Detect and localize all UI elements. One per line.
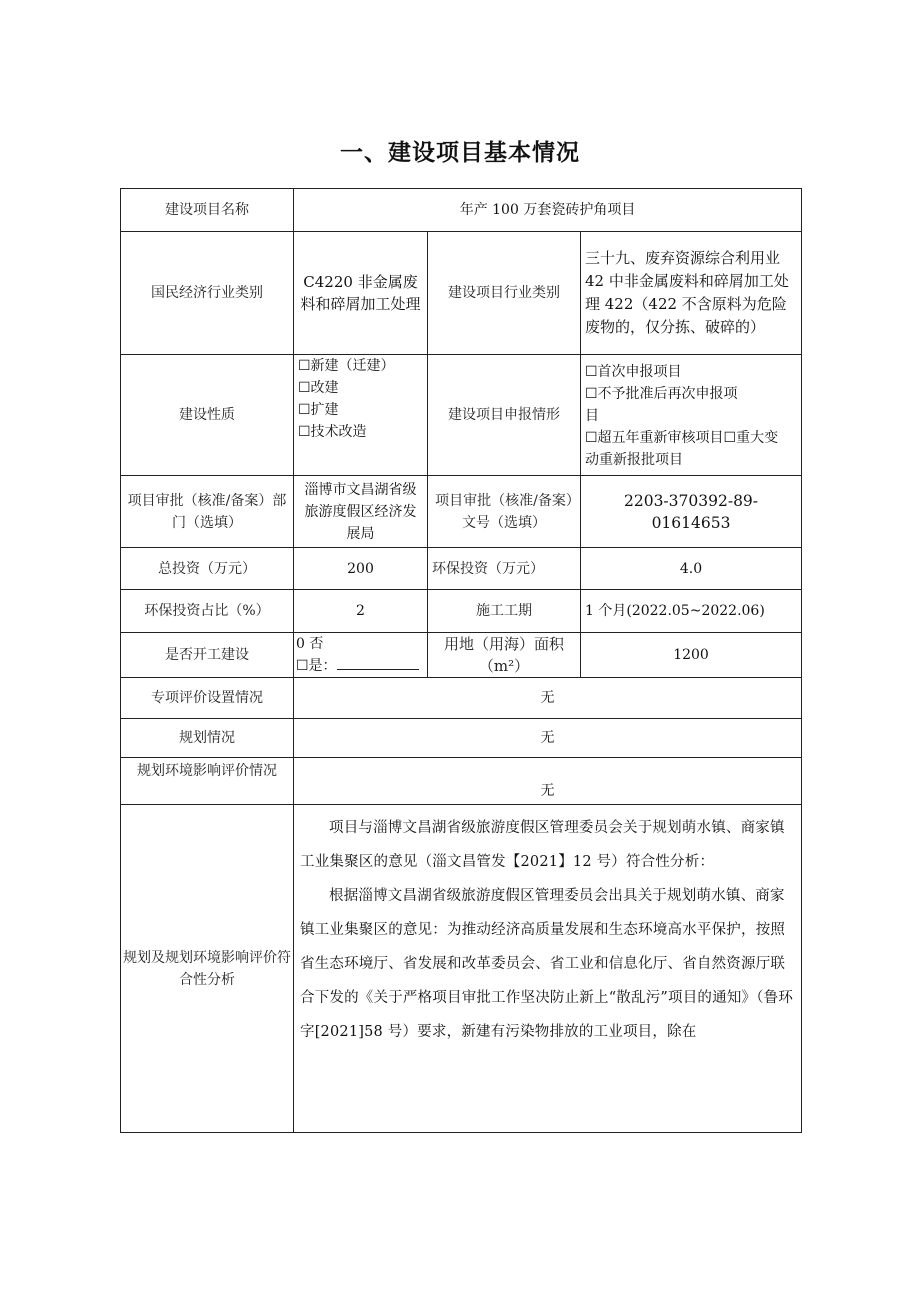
special-eval-value: 无 [294, 678, 802, 719]
industry-label: 国民经济行业类别 [121, 232, 294, 355]
industry-value: C4220 非金属废料和碎屑加工处理 [294, 232, 428, 355]
approval-no-value: 2203-370392-89-01614653 [581, 476, 802, 548]
row-planning-env [121, 758, 802, 805]
compliance-paragraph-1: 项目与淄博文昌湖省级旅游度假区管理委员会关于规划萌水镇、商家镇工业集聚区的意见（淄文昌管发【2021】12 号）符合性分析： [300, 820, 785, 870]
declare-option-resubmit[interactable]: ☐不予批准后再次申报项 [585, 386, 738, 402]
project-industry-value: 三十九、废弃资源综合利用业 42 中非金属废料和碎屑加工处理 422（422 不含原料为危险废物的，仅分拣、破碎的） [581, 232, 802, 355]
total-investment-label: 总投资（万元） [121, 548, 294, 590]
row-compliance [121, 805, 802, 1133]
approval-dept-value: 淄博市文昌湖省级旅游度假区经济发展局 [294, 476, 428, 548]
special-eval-label: 专项评价设置情况 [121, 678, 294, 719]
project-name-label: 建设项目名称 [121, 189, 294, 232]
declare-label: 建设项目申报情形 [428, 355, 581, 476]
approval-no-label: 项目审批（核准/备案）文号（选填） [428, 476, 581, 548]
row-started [121, 633, 802, 678]
row-investment [121, 548, 802, 590]
compliance-paragraph-2: 根据淄博文昌湖省级旅游度假区管理委员会出具关于规划萌水镇、商家镇工业集聚区的意见：为推动经济高质量发展和生态环境高水平保护，按照省生态环境厅、省发展和改革委员会、省工业和信息化厅、省自然资源厅联合下发的《关于严格项目审批工作坚决防止新上“散乱污”项目的通知》（鲁环字[2021]58 号）要求，新建有污染物排放的工业项目，除在 [300, 888, 794, 1040]
declare-option-major-change: 动重新报批项目 [585, 452, 683, 468]
declare-option-five-years[interactable]: ☐超五年重新审核项目☐重大变 [585, 430, 779, 446]
declare-option-resubmit-cont: 目 [585, 408, 599, 424]
construction-period-label: 施工工期 [428, 590, 581, 633]
project-name-value: 年产 100 万套瓷砖护角项目 [294, 189, 802, 232]
planning-value: 无 [294, 719, 802, 758]
nature-option-tech[interactable]: ☐技术改造 [298, 424, 367, 440]
nature-options [294, 355, 428, 476]
planning-label: 规划情况 [121, 719, 294, 758]
started-option-no[interactable]: 0 否 [296, 636, 324, 652]
started-label: 是否开工建设 [121, 633, 294, 678]
started-yes-blank[interactable] [337, 655, 419, 670]
declare-options [581, 355, 802, 476]
nature-option-expand[interactable]: ☐扩建 [298, 402, 339, 418]
construction-period-value: 1 个月(2022.05~2022.06) [581, 590, 802, 633]
planning-env-value: 无 [294, 758, 802, 805]
nature-label: 建设性质 [121, 355, 294, 476]
page-title: 一、建设项目基本情况 [340, 140, 580, 166]
env-investment-value: 4.0 [581, 548, 802, 590]
started-option-yes[interactable] [296, 655, 425, 677]
nature-option-new[interactable]: ☐新建（迁建） [298, 358, 395, 374]
compliance-content [294, 805, 802, 1133]
row-special-eval [121, 678, 802, 719]
started-option-yes-label: ☐是： [296, 658, 337, 674]
env-ratio-value: 2 [294, 590, 428, 633]
env-ratio-label: 环保投资占比（%） [121, 590, 294, 633]
started-options [294, 633, 428, 678]
declare-option-first[interactable]: ☐首次申报项目 [585, 364, 682, 380]
row-nature [121, 355, 802, 476]
project-info-table [120, 188, 802, 1133]
project-industry-label: 建设项目行业类别 [428, 232, 581, 355]
row-planning [121, 719, 802, 758]
land-area-value: 1200 [581, 633, 802, 678]
row-ratio [121, 590, 802, 633]
nature-option-rebuild[interactable]: ☐改建 [298, 380, 339, 396]
total-investment-value: 200 [294, 548, 428, 590]
land-area-label: 用地（用海）面积（m²） [428, 633, 581, 678]
row-industry [121, 232, 802, 355]
planning-env-label: 规划环境影响评价情况 [121, 758, 294, 805]
row-approval [121, 476, 802, 548]
row-project-name [121, 189, 802, 232]
approval-dept-label: 项目审批（核准/备案）部门（选填） [121, 476, 294, 548]
env-investment-label: 环保投资（万元） [428, 548, 581, 590]
compliance-label: 规划及规划环境影响评价符合性分析 [121, 805, 294, 1133]
